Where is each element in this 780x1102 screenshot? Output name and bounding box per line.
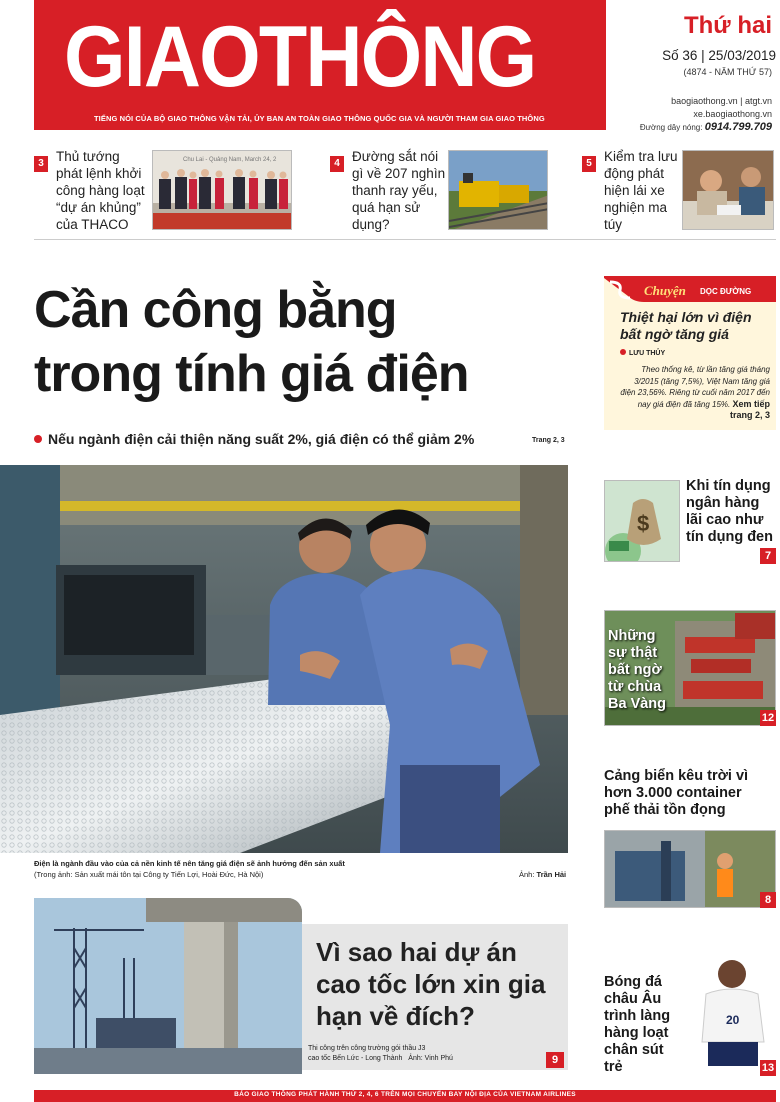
main-photo-caption bbox=[34, 858, 345, 880]
teaser-item[interactable] bbox=[582, 148, 776, 236]
photo-credit-label: Ảnh: bbox=[519, 870, 535, 879]
teaser-thumbnail bbox=[448, 150, 548, 230]
page-number-badge: 9 bbox=[546, 1052, 564, 1068]
svg-text:20: 20 bbox=[726, 1013, 740, 1027]
bottom-caption-line-2: cao tốc Bến Lức - Long Thành Ảnh: Vinh Phú bbox=[308, 1055, 453, 1062]
main-headline-line-2: trong tính giá điện bbox=[34, 345, 469, 403]
column-body bbox=[620, 364, 770, 422]
author-marker-icon bbox=[620, 349, 626, 355]
column-body-text: Theo thống kê, từ lần tăng giá tháng 3/2015 (tăng 7,5%), Việt Nam tăng giá điện 23,56%. Riêng từ cuối năm 2017 đến nay giá điện đã tăng 15%. bbox=[620, 365, 770, 409]
teaser-item[interactable] bbox=[34, 148, 304, 236]
page-number-badge: 3 bbox=[34, 156, 48, 172]
side-story[interactable] bbox=[604, 610, 776, 728]
main-photo bbox=[0, 465, 568, 853]
hotline-label: Đường dây nóng: bbox=[639, 123, 703, 132]
column-tag bbox=[604, 278, 776, 306]
main-photo-credit bbox=[519, 870, 566, 879]
bullet-icon bbox=[34, 435, 42, 443]
main-subhead bbox=[34, 431, 474, 447]
page-number-badge: 4 bbox=[330, 156, 344, 172]
websites bbox=[671, 95, 772, 121]
bottom-story-caption bbox=[308, 1044, 453, 1064]
main-photo-caption-line-1: Điện là ngành đầu vào của cả nền kinh tế nên tăng giá điện sẽ ảnh hưởng đến sản xuất bbox=[34, 859, 345, 868]
teaser-row bbox=[34, 140, 776, 240]
teaser-thumbnail-caption: Chu Lai - Quảng Nam, March 24, 2 bbox=[183, 157, 277, 163]
teaser-item[interactable] bbox=[330, 148, 560, 236]
side-story[interactable] bbox=[604, 478, 776, 568]
teaser-title: Đường sắt nói gì về 207 nghìn thanh ray yếu, quá hạn sử dụng? bbox=[352, 149, 446, 232]
side-story-title: Những sự thật bất ngờ từ chùa Ba Vàng bbox=[608, 628, 667, 712]
column-author-name: LƯU THỦY bbox=[629, 350, 666, 357]
side-story-title: Bóng đá châu Âu trình làng hàng loạt chân sút trẻ bbox=[604, 974, 671, 1075]
side-story-title: Cảng biển kêu trời vì hơn 3.000 container phế thải tồn đọng bbox=[604, 768, 749, 818]
side-story-image bbox=[686, 950, 776, 1076]
bottom-story[interactable] bbox=[302, 924, 568, 1070]
main-photo-caption-line-2: (Trong ảnh: Sản xuất mái tôn tại Công ty Tiến Lợi, Hoài Đức, Hà Nội) bbox=[34, 870, 264, 879]
side-story-image bbox=[604, 480, 680, 562]
column-tag-word-2: DỌC ĐƯỜNG bbox=[700, 287, 752, 296]
photo-credit-name: Trần Hải bbox=[536, 870, 567, 879]
footer-bar bbox=[34, 1090, 776, 1102]
issue-weekday: Thứ hai bbox=[683, 12, 772, 39]
masthead-tagline: TIẾNG NÓI CỦA BỘ GIAO THÔNG VẬN TẢI, ỦY BAN AN TOÀN GIAO THÔNG QUỐC GIA VÀ NGƯỜI THAM GIA GIAO THÔNG bbox=[94, 114, 545, 123]
page-number-badge: 5 bbox=[582, 156, 596, 172]
bottom-story-photo bbox=[34, 898, 302, 1074]
page-number-badge: 13 bbox=[761, 1062, 775, 1074]
main-subhead-text: Nếu ngành điện cải thiện năng suất 2%, giá điện có thể giảm 2% bbox=[48, 431, 475, 447]
website-line-2: xe.baogiaothong.vn bbox=[693, 109, 772, 119]
main-headline-line-1: Cần công bằng bbox=[34, 281, 397, 339]
main-headline[interactable] bbox=[34, 278, 594, 406]
issue-number-date: Số 36 | 25/03/2019 bbox=[662, 48, 776, 63]
newspaper-logo: GIAOTHÔNG bbox=[64, 9, 536, 105]
teaser-thumbnail bbox=[682, 150, 774, 230]
issue-info bbox=[614, 0, 780, 133]
teaser-title: Kiểm tra lưu động phát hiện lái xe nghiện ma túy bbox=[604, 149, 678, 232]
teaser-title: Thủ tướng phát lệnh khởi công hàng loạt “dự án khủng” của THACO bbox=[56, 149, 145, 232]
issue-volume: (4874 - NĂM THỨ 57) bbox=[683, 67, 772, 77]
hotline bbox=[640, 121, 772, 133]
page-number-badge: 8 bbox=[760, 892, 776, 908]
main-page-ref: Trang 2, 3 bbox=[532, 437, 565, 444]
column-author bbox=[620, 349, 665, 357]
bottom-story-title: Vì sao hai dự án cao tốc lớn xin gia hạn về đích? bbox=[316, 937, 546, 1031]
svg-text:$: $ bbox=[637, 511, 650, 536]
teaser-thumbnail bbox=[152, 150, 292, 230]
website-line-1: baogiaothong.vn | atgt.vn bbox=[671, 96, 772, 106]
side-story-image bbox=[604, 830, 776, 908]
side-story-title: Khi tín dụng ngân hàng lãi cao như tín dụng đen bbox=[686, 478, 773, 545]
column-more-link[interactable]: Xem tiếp trang 2, 3 bbox=[729, 398, 770, 420]
bottom-caption-line-1: Thi công trên công trường gói thầu J3 bbox=[308, 1045, 426, 1052]
masthead bbox=[34, 0, 606, 130]
side-story[interactable] bbox=[604, 950, 776, 1078]
hotline-number: 0914.799.709 bbox=[704, 121, 772, 133]
page-number-badge: 7 bbox=[760, 548, 776, 564]
side-story[interactable] bbox=[604, 768, 776, 910]
page-number-badge: 12 bbox=[761, 712, 775, 724]
column-title: Thiệt hại lớn vì điện bất ngờ tăng giá bbox=[620, 309, 752, 342]
footer-text: BÁO GIAO THÔNG PHÁT HÀNH THỨ 2, 4, 6 TRÊN MỌI CHUYẾN BAY NỘI ĐỊA CỦA VIETNAM AIRLINES bbox=[234, 1091, 576, 1098]
column-chuyen-doc-duong[interactable] bbox=[604, 276, 776, 430]
column-tag-word-1: Chuyện bbox=[644, 283, 686, 298]
